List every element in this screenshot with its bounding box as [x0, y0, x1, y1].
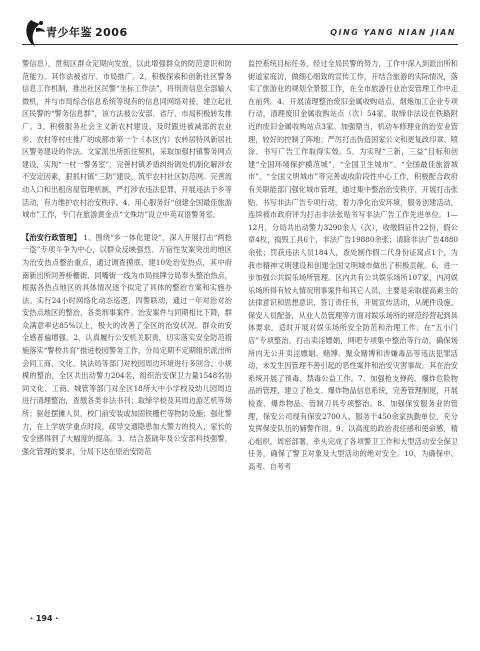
left-paragraph-2	[22, 232, 232, 459]
left-column	[22, 58, 232, 618]
section-tag-public-order: 【治安行政管理】	[22, 232, 81, 242]
page-header	[0, 0, 480, 60]
page-number: · 194 ·	[30, 614, 59, 623]
yearbook-name: 青少年鉴	[46, 26, 92, 39]
right-column	[248, 58, 458, 618]
header-divider	[22, 44, 458, 45]
yearbook-year: 2006	[95, 26, 128, 39]
yearbook-english-title: QING YANG NIAN JIAN	[330, 28, 456, 37]
left-paragraph-2-text: 1、围绕“乡一体化建设”，深入开展打击“两抢一盗”专项斗争为中心，以群众反映强烈、万宿性发案突出的地区为治安热点整治重点，通过调查摸底，建10处治安热点，其中府南新出所同善桥栅街、同嘴街一线为市局挂牌分局奉头整治热点，根据各热点地区的具体情况逐个拟定了具体的整治方案和实施办法。实行24小时网络化动态巡逻，四警联动，通过一年对治对治安热点地区的整治，各类刑事案件、治安案件与同期相比下降，群众满意率达85%以上，极大的改善了全区的治安状况。群众的安全感普遍增强。2、认真履行公安机关职责，切实落实安全防范措施落实“警校共育”推进校园警务工作，分局定期不定期组织派出所会同工商、文化、执法局等部门对校园周边环境进行多回合、小规模的整治，全区共出动警力204名，组织治安保卫力量1548名协同文化、工商、城管等部门对全区18所大中小学校及幼儿园周边进行清理整治，查缴各类非法书刊；取缔学校及其周边游艺机等场所；驱赶摆摊人员，校门前安装或加固铁栅栏等物防设施；强化警力，在上学放学重点时段，疏导交通隐患加大警力的投入，家长的安全感得到了大幅度的提高。3、结合基础年及公安部科技强警，强化管理的要求，分局下达在原治安防范	[22, 232, 232, 456]
body-columns	[22, 58, 458, 618]
left-paragraph-1: 警信息），贯彻区群众定期向发放，以此增强群众的防范意识和防范能力。其作法被省厅、市局推广。2、积极探索和创新社区警务信息工作机制，推出社区民警“坐标工作法”，将刑责信息全部输入微机，并与市局综合信息系统等现有的信息同网络对接，建立起社区民警的“警务信息群”，该方法被公安部、省厅、市局积极转发推广。3、积极服务社会主义新农村建设。及时跟进被减部的农业乡、农村等村庄推广的成都市第一个（本区内）农转居特风新居社区警务建设的作法。文家派出所抓住契机，采取加强村镇警务网点建设，实现“一村一警务室”，完善村镇矛盾纠纷调处机制化解涉农不安定因素，狠抓村镇“三防”建设，筑牢农村社区防范网。完善流动人口和出租房屋管理机制，严打涉农违法犯罪，开展违法于乡等活动，有力维护农村治安秩序。4、用心服务好“创建全国最佳旅游城市”工作，专门在旅游黄金点“文殊坊”设立中英双语警务室。	[22, 59, 232, 220]
yearbook-title	[46, 24, 128, 40]
right-paragraph-1: 监控系统目标任务，经过全局民警的努力，工作中深入到派出所和街道家庭访，做细心细致的宣传工作，开结合旅游的实际情况，落实了旅游业的规划全景服工作，在全市旅游行业治安管理工作中走在前列。4、开展清理整治废旧金属收购站点，烟炮加工企业专项行动，清理废旧金属收购站点（次）54家，取缔非法设在铁路附近的废旧金属收购站点3家。加强鼎当，机动车修理业的治安业管理，较好的控制了阵地；严厉打击伪造国家公文和更复政印章、喷涂、书写广告工作取得实效。5、为实现“三新，三益”目标和创建“全国环境保护模范城”、“全国卫生城市”、“全国最佳旅游城市”、“全国文明城市”等完善或收阶段性中心工作，积极配合政府有关职能部门强化城市管理，通过集中整治治安秩序，开展打击张贴、书写非法广告专项行动，着力净化治安环境，服务创建活动，连续被市政府评为打击非法张贴书写非法广告工作先进单位。1—12月，分局共出动警力3290余人（次），收缴假证件22份，假公章4枚，捣毁工具6个，非法广告19880余张；清除非法广告4880余张；罚获违法人员184人，查处制作假二代身份证窝点1个，为我市精神文明建设和创建全国文明城市做出了积极贡献。6、进一步加强公共娱乐场所管理。区内共有公共娱乐场所107家，内河娱乐场所得有较大情况刑事案件和其它人员，主要是采取提高素主的法律意识和思想意识，签订责任书，开展宣传活动，从硬件设施、保安人员配备，从业人员管理等方面对娱乐场所的规范经营起到具体要求，适时开展对娱乐场所安全防范和治理工作；在“五小门店”专项整治，打击卖淫嫖娼，网吧专项集中整治等行动，确保场所内无公开卖淫嫖娼、赌博、聚众赌博和涉嫌毒品等违法犯罪活动，未发生因管理不善引起的恶性案件和治安灾害事故。其在治安系统开展了预毒、禁毒公益工作。7、加强枪支弹药、爆炸危险物品的管理，建立了枪支、爆炸物品信息系统，完善管理制度，开展检查、爆炸物品、管制刀具专项整治。8、加强保安服务业的管理，保安公司现有保安2700人，服务于450余家执勤单位，充分发挥保安队伍的辅警作用。9、以高度的政治责任感和使命感，精心组织，周密部署，牵头完成了各项警卫工作和大型活动安全保卫任务，确保了警卫对象及大型活动的绝对安全。10、为确保中、高考、自考考	[248, 59, 458, 471]
